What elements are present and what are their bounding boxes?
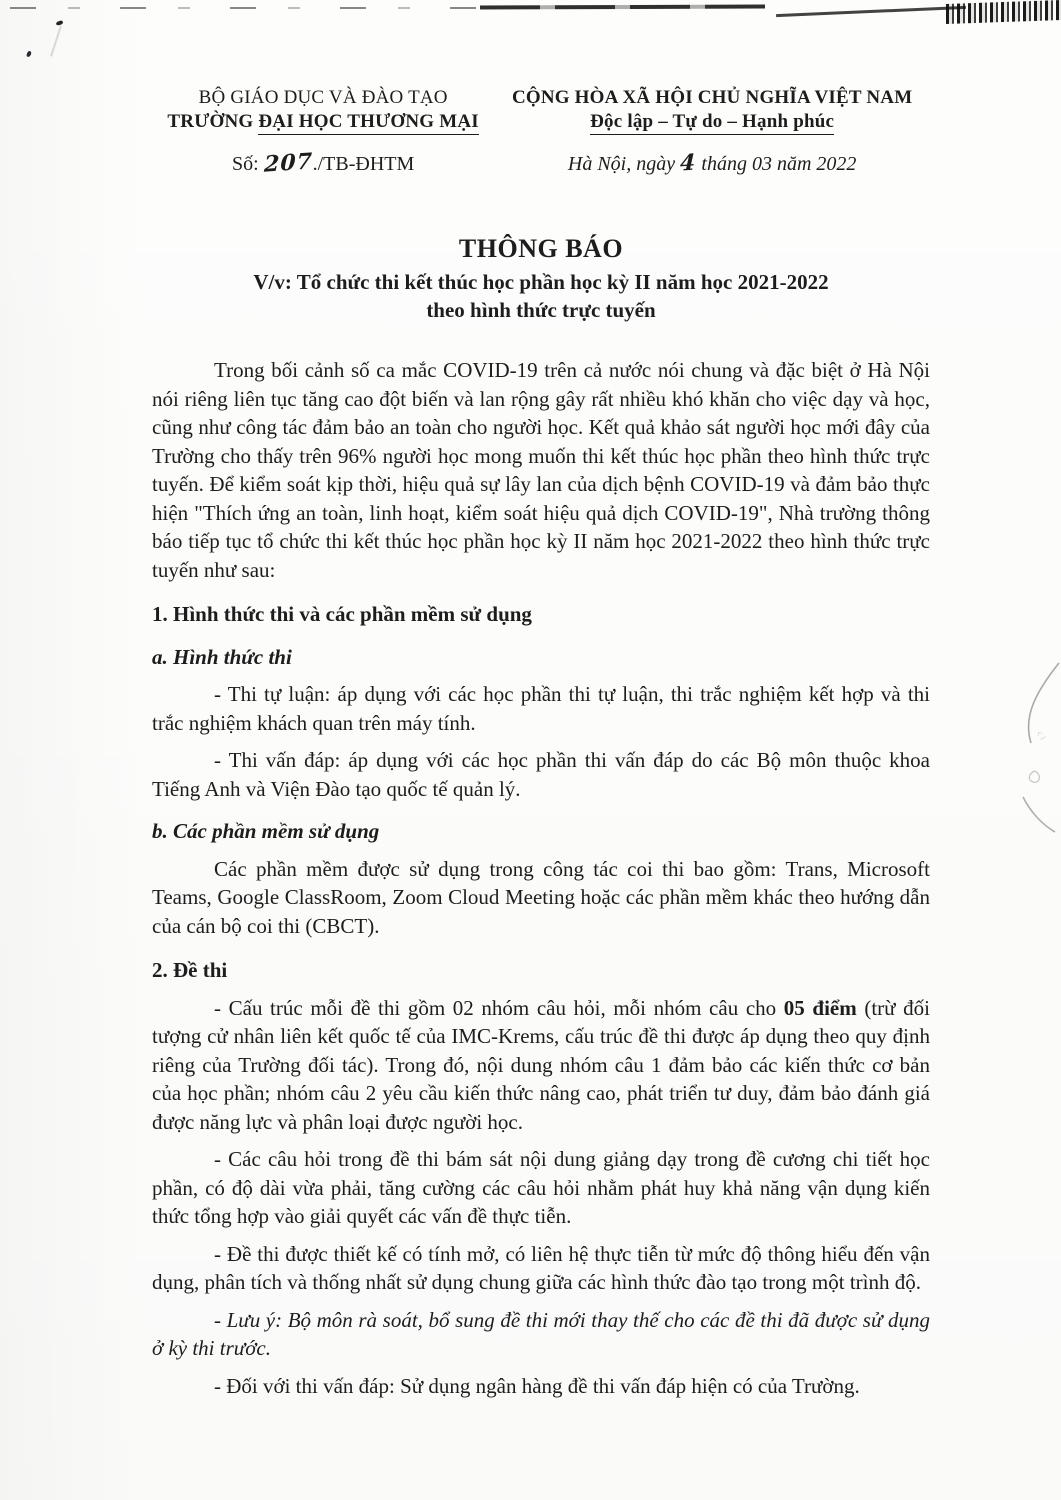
document-subject-line2: theo hình thức trực tuyến	[426, 298, 656, 322]
section-1a-bullet-essay: - Thi tự luận: áp dụng với các học phần thi tự luận, thi trắc nghiệm kết hợp và thi trắc nghiệm khách quan trên máy tính.	[152, 682, 930, 735]
section-2-note-italic: - Lưu ý: Bộ môn rà soát, bổ sung đề thi mới thay thế cho các đề thi đã được sử dụng ở kỳ thi trước.	[152, 1307, 930, 1360]
section-2-bullet-oral-bank: - Đối với thi vấn đáp: Sử dụng ngân hàng đề thi vấn đáp hiện có của Trường.	[214, 1373, 860, 1398]
section-1a-bullet-oral: - Thi vấn đáp: áp dụng với các học phần thi vấn đáp do các Bộ môn thuộc khoa Tiếng Anh và Viện Đào tạo quốc tế quản lý.	[152, 748, 930, 801]
section-2-bullet-structure	[152, 994, 930, 1137]
section-1a-heading: a. Hình thức thi	[152, 644, 292, 669]
national-header-block	[494, 86, 930, 176]
scan-binding-marks-corner	[946, 0, 1061, 24]
document-number-label: Số:	[232, 153, 264, 175]
section-1b-paragraph-software: Các phần mềm được sử dụng trong công tác coi thi bao gồm: Trans, Microsoft Teams, Google ClassRoom, Zoom Cloud Meeting hoặc các phần mềm khác theo hướng dẫn của cán bộ coi thi (CBCT).	[152, 856, 930, 938]
document-number	[152, 150, 494, 176]
scan-edge-line-right	[776, 6, 966, 17]
country-name: CỘNG HÒA XÃ HỘI CHỦ NGHĨA VIỆT NAM	[511, 87, 913, 108]
document-number-handwritten: 207	[263, 148, 314, 178]
scan-edge-dashes-left	[10, 7, 480, 9]
ink-streak	[50, 26, 61, 57]
document-header	[152, 86, 930, 176]
date-suffix: tháng 03 năm 2022	[696, 153, 857, 175]
document-content	[152, 86, 930, 1409]
university-name-underlined: ĐẠI HỌC THƯƠNG MẠI	[258, 111, 479, 135]
place-date-line	[494, 150, 930, 176]
section-1-heading: 1. Hình thức thi và các phần mềm sử dụng	[152, 602, 532, 626]
section-2-bullet-content: - Các câu hỏi trong đề thi bám sát nội dung giảng dạy trong đề cương chi tiết học phần, có độ dài vừa phải, tăng cường các câu hỏi nhằm phát huy khả năng vận dụng kiến thức tổng hợp vào giải quyết các vấn đề thực tiễn.	[152, 1147, 930, 1228]
ministry-name: BỘ GIÁO DỤC VÀ ĐÀO TẠO	[198, 87, 448, 108]
university-name-prefix: TRƯỜNG	[167, 111, 259, 132]
section-2-heading: 2. Đề thi	[152, 958, 228, 982]
ink-speck	[26, 50, 32, 57]
document-title: THÔNG BÁO	[458, 234, 624, 263]
document-body	[152, 356, 930, 1400]
national-motto-underlined: Độc lập – Tự do – Hạnh phúc	[590, 111, 834, 135]
document-subject-line1: V/v: Tổ chức thi kết thúc học phần học kỳ II năm học 2021-2022	[253, 270, 829, 294]
bullet-structure-post: (trừ đối tượng cử nhân liên kết quốc tế của IMC-Krems, cấu trúc đề thi được áp dụng theo quy định riêng của Trường đối tác). Trong đó, nội dung nhóm câu 1 đảm bảo các kiến thức cơ bản của học phần; nhóm câu 2 yêu cầu kiến thức nâng cao, phát triển tư duy, đảm bảo đánh giá được năng lực và phân loại được người học.	[152, 995, 930, 1134]
title-block	[152, 234, 930, 324]
bullet-structure-pre: - Cấu trúc mỗi đề thi gồm 02 nhóm câu hỏi, mỗi nhóm câu cho	[214, 995, 784, 1020]
date-day-handwritten: 4	[679, 149, 697, 177]
scan-edge-line-middle	[480, 5, 765, 10]
section-1b-heading: b. Các phần mềm sử dụng	[152, 819, 380, 843]
section-2-bullet-open-design: - Đề thi được thiết kế có tính mở, có liên hệ thực tiễn từ mức độ thông hiểu đến vận dụng, phân tích và thống nhất sử dụng chung giữa các hình thức đào tạo trong một trình độ.	[152, 1241, 930, 1294]
issuing-org-block	[152, 86, 494, 176]
university-name	[152, 110, 494, 134]
national-motto	[494, 110, 930, 134]
intro-paragraph: Trong bối cảnh số ca mắc COVID-19 trên cả nước nói chung và đặc biệt ở Hà Nội nói riêng liên tục tăng cao đột biến và lan rộng gây rất nhiều khó khăn cho việc dạy và học, cũng như công tác đảm bảo an toàn cho người học. Kết quả khảo sát người học mới đây của Trường cho thấy trên 96% người học mong muốn thi kết thúc học phần theo hình thức trực tuyến. Để kiểm soát kịp thời, hiệu quả sự lây lan của dịch bệnh COVID-19 và đảm bảo thực hiện "Thích ứng an toàn, linh hoạt, kiểm soát hiệu quả dịch COVID-19", Nhà trường thông báo tiếp tục tổ chức thi kết thúc học phần học kỳ II năm học 2021-2022 theo hình thức trực tuyến như sau:	[152, 358, 930, 582]
document-number-suffix: ./TB-ĐHTM	[312, 153, 415, 175]
bullet-structure-points-bold: 05 điểm	[783, 995, 857, 1020]
svg-text:c i: c i	[1035, 729, 1049, 742]
pen-mark-right-margin	[1001, 655, 1061, 845]
date-prefix: Hà Nội, ngày	[567, 153, 681, 175]
